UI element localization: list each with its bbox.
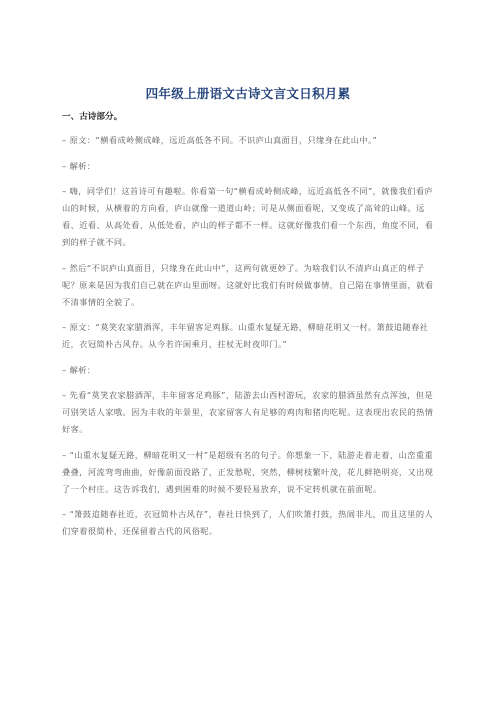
document-body [62, 132, 434, 549]
paragraph-analysis-1b: – 然后“不识庐山真面目，只缘身在此山中”，这两句就更妙了。为啥我们认不清庐山真正的样子呢？原来是因为我们自己就在庐山里面呀。这就好比我们有时候做事情，自己陷在事情里面，就看不清事情的全貌了。 [62, 262, 434, 307]
paragraph-analysis-label-2: – 解析： [62, 364, 96, 375]
paragraph-analysis-1a: – 嗨，同学们！这首诗可有趣啦。你看第一句“横看成岭侧成峰，远近高低各不同”，就像我们看庐山的时候，从横着的方向看，庐山就像一道道山岭；可是从侧面看呢，又变成了高耸的山峰。远看、近看、从高处看、从低处看，庐山的样子都不一样。这就好像我们看一个东西，角度不同，看到的样子就不同。 [62, 186, 434, 247]
section-heading: 一、古诗部分。 [62, 112, 123, 122]
paragraph-analysis-2c: – “箫鼓追随春社近，衣冠简朴古风存”，春社日快到了，人们吹箫打鼓，热闹非凡，而且这里的人们穿着很简朴，还保留着古代的风俗呢。 [62, 509, 434, 536]
paragraph-original-poem-2: – 原文：“莫笑农家腊酒浑，丰年留客足鸡豚。山重水复疑无路，柳暗花明又一村。箫鼓追随春社近，衣冠简朴古风存。从今若许闲乘月，拄杖无时夜叩门。” [62, 322, 429, 349]
paragraph-original-poem-1: – 原文：“横看成岭侧成峰，远近高低各不同。不识庐山真面目，只缘身在此山中。” [62, 135, 378, 145]
paragraph-analysis-2a: – 先看“莫笑农家腊酒浑，丰年留客足鸡豚”，陆游去山西村游玩，农家的腊酒虽然有点浑浊，但是可别笑话人家哦。因为丰收的年景里，农家留客人有足够的鸡肉和猪肉吃呢。这表现出农民的热情好客。 [62, 390, 434, 434]
paragraph-analysis-2b: – “山重水复疑无路，柳暗花明又一村”是超级有名的句子。你想象一下，陆游走着走着，山峦重重叠叠，河流弯弯曲曲，好像前面没路了，正发愁呢，突然，柳树枝繁叶茂，花儿鲜艳明亮，又出现了一个村庄。这告诉我们，遇到困难的时候不要轻易放弃，说不定转机就在前面呢。 [62, 449, 434, 494]
document-title: 四年级上册语文古诗文言文日积月累 [145, 86, 351, 101]
paragraph-analysis-label-1: – 解析： [62, 160, 96, 171]
